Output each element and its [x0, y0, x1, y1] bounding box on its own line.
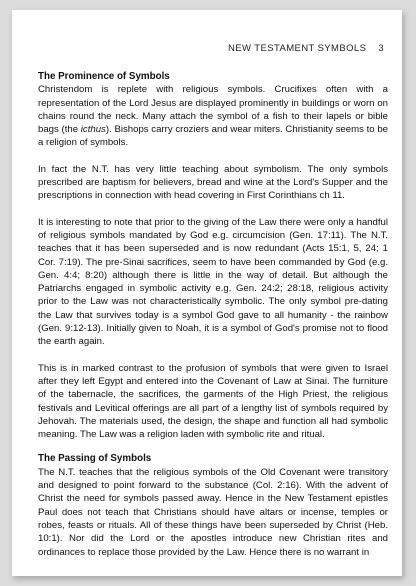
header-title: NEW TESTAMENT SYMBOLS [228, 43, 367, 54]
paragraph-3: It is interesting to note that prior to the giving of the Law there were only a handful of religious symbols mandated by God e.g. circumcision (Gen. 17:11). The N.T. teaches that it has been superseded and is now redundant (Acts 15:1, 5, 24; 1 Cor. 7:19). The pre-Sinai sacrifices, seem to have been commanded by God (e.g. Gen. 4:4; 8:20) although there is little in the way of detail. But although the Patriarchs engaged in symbolic activity e.g. Gen. 24:2; 28:18, religious activity prior to the Law was not characteristically symbolic. The only symbol pre-dating the Law that survives today is a symbol God gave to all humanity - the rainbow (Gen. 9:12-13). Initially given to Noah, it is a symbol of God's promise not to flood the earth again. [38, 216, 388, 348]
paragraph-1 [38, 83, 388, 149]
section-heading-passing: The Passing of Symbols [38, 453, 152, 465]
paragraph-5: The N.T. teaches that the religious symbols of the Old Covenant were transitory and designed to point forward to the substance (Col. 2:16). With the advent of Christ the need for symbols passed away. Hence in the New Testament epistles Paul does not teach that Christians should have altars or incense, temples or robes, feasts or rituals. All of these things have been superseded by Christ (Heb. 10:1). Nor did the Lord or the apostles introduce new Christian rites and ordinances to replace those provided by the Law. Hence there is no warrant in [38, 466, 388, 558]
paragraph-1-text-a: Christendom is replete with religious symbols. Crucifixes often with a representation of the Lord Jesus are displayed prominently in buildings or worn on chains round the neck. Many attach the symbol of a fish to their lapels or bible bags (the [38, 84, 388, 136]
paragraph-4: This is in marked contrast to the profusion of symbols that were given to Israel after they left Egypt and entered into the Covenant of Law at Sinai. The furniture of the tabernacle, the sacrifices, the garments of the High Priest, the religious festivals and Levitical offerings are all part of a lengthy list of symbols required by Jehovah. The materials used, the design, the shape and function all had symbolic meaning. The Law was a religion laden with symbolic rite and ritual. [38, 362, 388, 441]
icthus-italic: icthus [80, 124, 106, 136]
body-text [38, 70, 388, 572]
section-heading-prominence: The Prominence of Symbols [38, 71, 170, 82]
page-number: 3 [378, 43, 384, 54]
running-header [228, 43, 384, 54]
paragraph-1-text-b: ). Bishops carry croziers and wear miters. Christianity seems to be a religion of symbols. [38, 124, 388, 149]
document-page [12, 10, 402, 576]
paragraph-2: In fact the N.T. has very little teaching about symbolism. The only symbols prescribed are baptism for believers, bread and wine at the Lord's Supper and the prescriptions in connection with head covering in First Corinthians ch 11. [38, 163, 388, 202]
